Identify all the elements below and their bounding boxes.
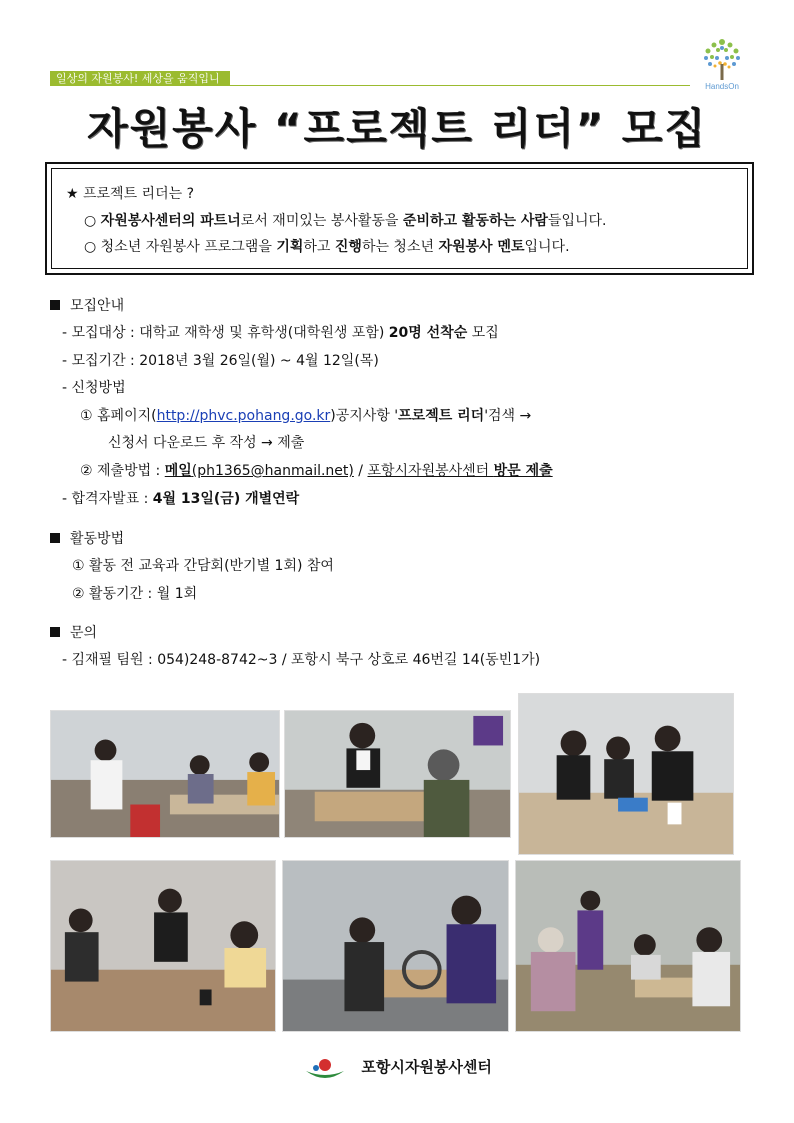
result-label: - 합격자발표 : [62,491,153,507]
intro-line1-bold1: 자원봉사센터의 파트너 [100,213,241,229]
square-bullet-icon [50,627,60,637]
activity-photo-3 [518,693,734,855]
homepage-link[interactable]: http://phvc.pohang.go.kr [156,408,331,424]
contact-heading-text: 문의 [70,625,98,641]
step1-text-a: 홈페이지( [97,408,157,424]
intro-line2-bold3: 자원봉사 멘토 [438,239,525,255]
recruit-step1 [80,405,531,425]
step2-text-a: 제출방법 : [97,463,165,479]
tree-logo-icon [698,36,746,82]
contact-heading [50,622,97,642]
intro-line1-text2: 들입니다. [547,213,607,229]
recruit-step1-line2: 신청서 다운로드 후 작성 → 제출 [108,435,305,451]
activity-photo-2 [284,710,511,838]
step2-visit-bold: 방문 제출 [493,463,553,479]
intro-box [45,162,754,275]
intro-heading: ★ 프로젝트 리더는 ? [66,186,194,202]
activity-item-2: ② 활동기간 : 월 1회 [72,586,198,602]
result-bold: 4월 13일(금) 개별연락 [152,491,300,507]
square-bullet-icon [50,300,60,310]
intro-line-mentor [84,236,570,256]
recruit-step2 [80,460,553,480]
recruit-target-bold: 20명 선착순 [388,325,468,341]
contact-line: - 김재필 팀원 : 054)248-8742~3 / 포항시 북구 상호로 46번길 14(동빈1가) [62,652,541,668]
activity-heading [50,528,124,548]
intro-line2-text3: 하는 청소년 [361,239,439,255]
activity-heading-text: 활동방법 [70,531,125,547]
activity-photo-4 [50,860,276,1032]
recruit-heading [50,295,124,315]
logo-text: HandsOn [705,82,739,91]
intro-line1-bold2: 준비하고 활동하는 사람 [402,213,548,229]
email-address[interactable]: (ph1365@hanmail.net) [191,463,354,479]
recruit-method-label: - 신청방법 [62,380,126,396]
step1-number: ① [80,408,93,424]
intro-box-inner [51,168,748,269]
intro-line2-text2: 하고 [303,239,335,255]
footer-org-name: 포항시자원봉사센터 [361,1058,492,1076]
page-title: 자원봉사 “프로젝트 리더” 모집 [87,104,707,153]
activity-photo-6 [515,860,741,1032]
intro-line1-text1: 로서 재미있는 봉사활동을 [240,213,403,229]
step2-mail-bold: 메일 [164,463,192,479]
recruit-period: - 모집기간 : 2018년 3월 26일(월) ~ 4월 12일(목) [62,353,379,369]
recruit-target-end: 모집 [467,325,499,341]
recruit-heading-text: 모집안내 [70,298,125,314]
footer [0,1056,794,1079]
intro-line2-bold1: 기획 [276,239,304,255]
intro-line2-bold2: 진행 [334,239,362,255]
recruit-target [62,322,499,342]
intro-line2-text1: 청소년 자원봉사 프로그램을 [100,239,277,255]
step2-separator: / [353,463,368,479]
center-logo-icon [302,1057,348,1079]
step1-text-c: '검색 → [484,408,532,424]
step1-bold: 프로젝트 리더 [398,408,485,424]
intro-line2-text4: 입니다. [524,239,570,255]
recruit-target-label: - 모집대상 : 대학교 재학생 및 휴학생(대학원생 포함) [62,325,389,341]
tagline: 일상의 자원봉사! 세상을 움직입니다. [50,71,230,86]
step1-text-b: )공지사항 ' [330,408,399,424]
activity-item-1: ① 활동 전 교육과 간담회(반기별 1회) 참여 [72,558,334,574]
step2-number: ② [80,463,93,479]
circle-bullet-icon: ○ [84,213,97,229]
activity-photo-1 [50,710,280,838]
recruit-result [62,488,299,508]
step2-visit: 포항시자원봉사센터 [367,463,494,479]
tagline-divider [230,85,690,86]
circle-bullet-icon: ○ [84,239,97,255]
square-bullet-icon [50,533,60,543]
activity-photo-5 [282,860,509,1032]
intro-line-partner [84,210,606,230]
handson-logo [698,36,746,96]
